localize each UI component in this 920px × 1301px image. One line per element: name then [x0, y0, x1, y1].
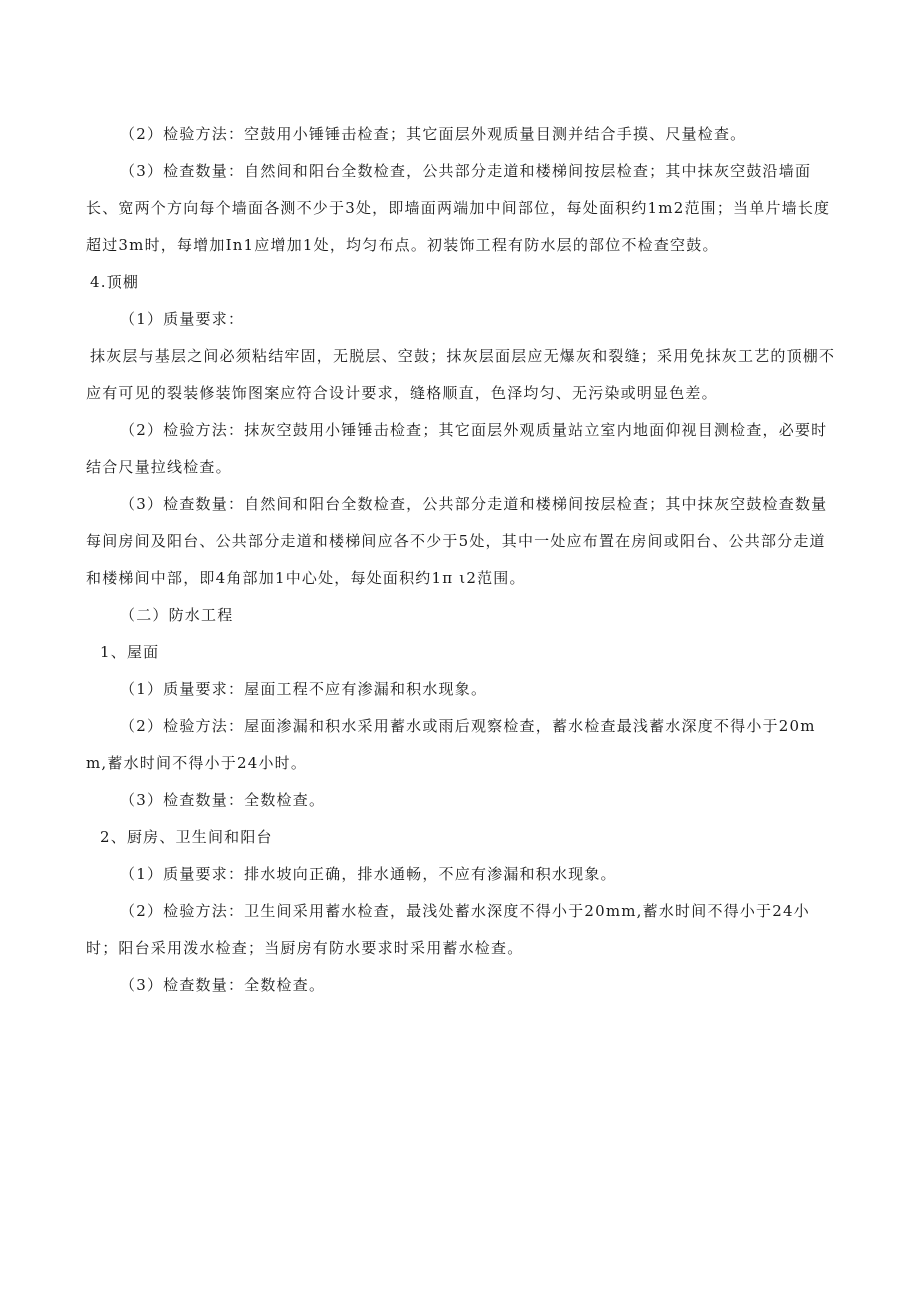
paragraph-inspection-quantity-roof: （3）检查数量：全数检查。 [120, 791, 326, 809]
section-heading-ceiling: 4.顶棚 [90, 273, 140, 291]
paragraph-quality-requirement-label: （1）质量要求： [120, 310, 245, 328]
section-heading-roof: 1、屋面 [100, 643, 160, 661]
paragraph-inspection-quantity-kitchen: （3）检查数量：全数检查。 [120, 976, 326, 994]
paragraph-quality-requirement-kitchen: （1）质量要求：排水坡向正确，排水通畅，不应有渗漏和积水现象。 [120, 865, 617, 883]
paragraph-inspection-method-ceiling: （2）检验方法：抹灰空鼓用小锤锤击检查；其它面层外观质量站立室内地面仰视目测检查，必要时结合尺量拉线检查。 [86, 421, 828, 476]
paragraph-inspection-method-roof: （2）检验方法：屋面渗漏和积水采用蓄水或雨后观察检查，蓄水检查最浅蓄水深度不得小于20mm,蓄水时间不得小于24小时。 [86, 717, 816, 772]
paragraph-quality-requirement-roof: （1）质量要求：屋面工程不应有渗漏和积水现象。 [120, 680, 488, 698]
paragraph-inspection-quantity-wall: （3）检查数量：自然间和阳台全数检查，公共部分走道和楼梯间按层检查；其中抹灰空鼓沿墙面长、宽两个方向每个墙面各测不少于3处，即墙面两端加中间部位，每处面积约1m2范围；当单片墙长度超过3m时，每增加In1应增加1处，均匀布点。初装饰工程有防水层的部位不检查空鼓。 [86, 162, 831, 254]
section-heading-kitchen-bathroom-balcony: 2、厨房、卫生间和阳台 [100, 828, 273, 846]
paragraph-inspection-quantity-ceiling: （3）检查数量：自然间和阳台全数检查，公共部分走道和楼梯间按层检查；其中抹灰空鼓检查数量每间房间及阳台、公共部分走道和楼梯间应各不少于5处，其中一处应布置在房间或阳台、公共部分走道和楼梯间中部，即4角部加1中心处，每处面积约1π ι2范围。 [86, 495, 828, 587]
paragraph-quality-requirement-ceiling: 抹灰层与基层之间必须粘结牢固，无脱层、空鼓；抹灰层面层应无爆灰和裂缝；采用免抹灰工艺的顶棚不应有可见的裂装修装饰图案应符合设计要求，缝格顺直，色泽均匀、无污染或明显色差。 [86, 347, 836, 402]
paragraph-inspection-method-hollow: （2）检验方法：空鼓用小锤锤击检查；其它面层外观质量目测并结合手摸、尺量检查。 [120, 125, 747, 143]
document-body [86, 116, 836, 1004]
section-heading-waterproofing: （二）防水工程 [120, 606, 234, 624]
paragraph-inspection-method-kitchen: （2）检验方法：卫生间采用蓄水检查，最浅处蓄水深度不得小于20mm,蓄水时间不得小于24小时；阳台采用泼水检查；当厨房有防水要求时采用蓄水检查。 [86, 902, 810, 957]
